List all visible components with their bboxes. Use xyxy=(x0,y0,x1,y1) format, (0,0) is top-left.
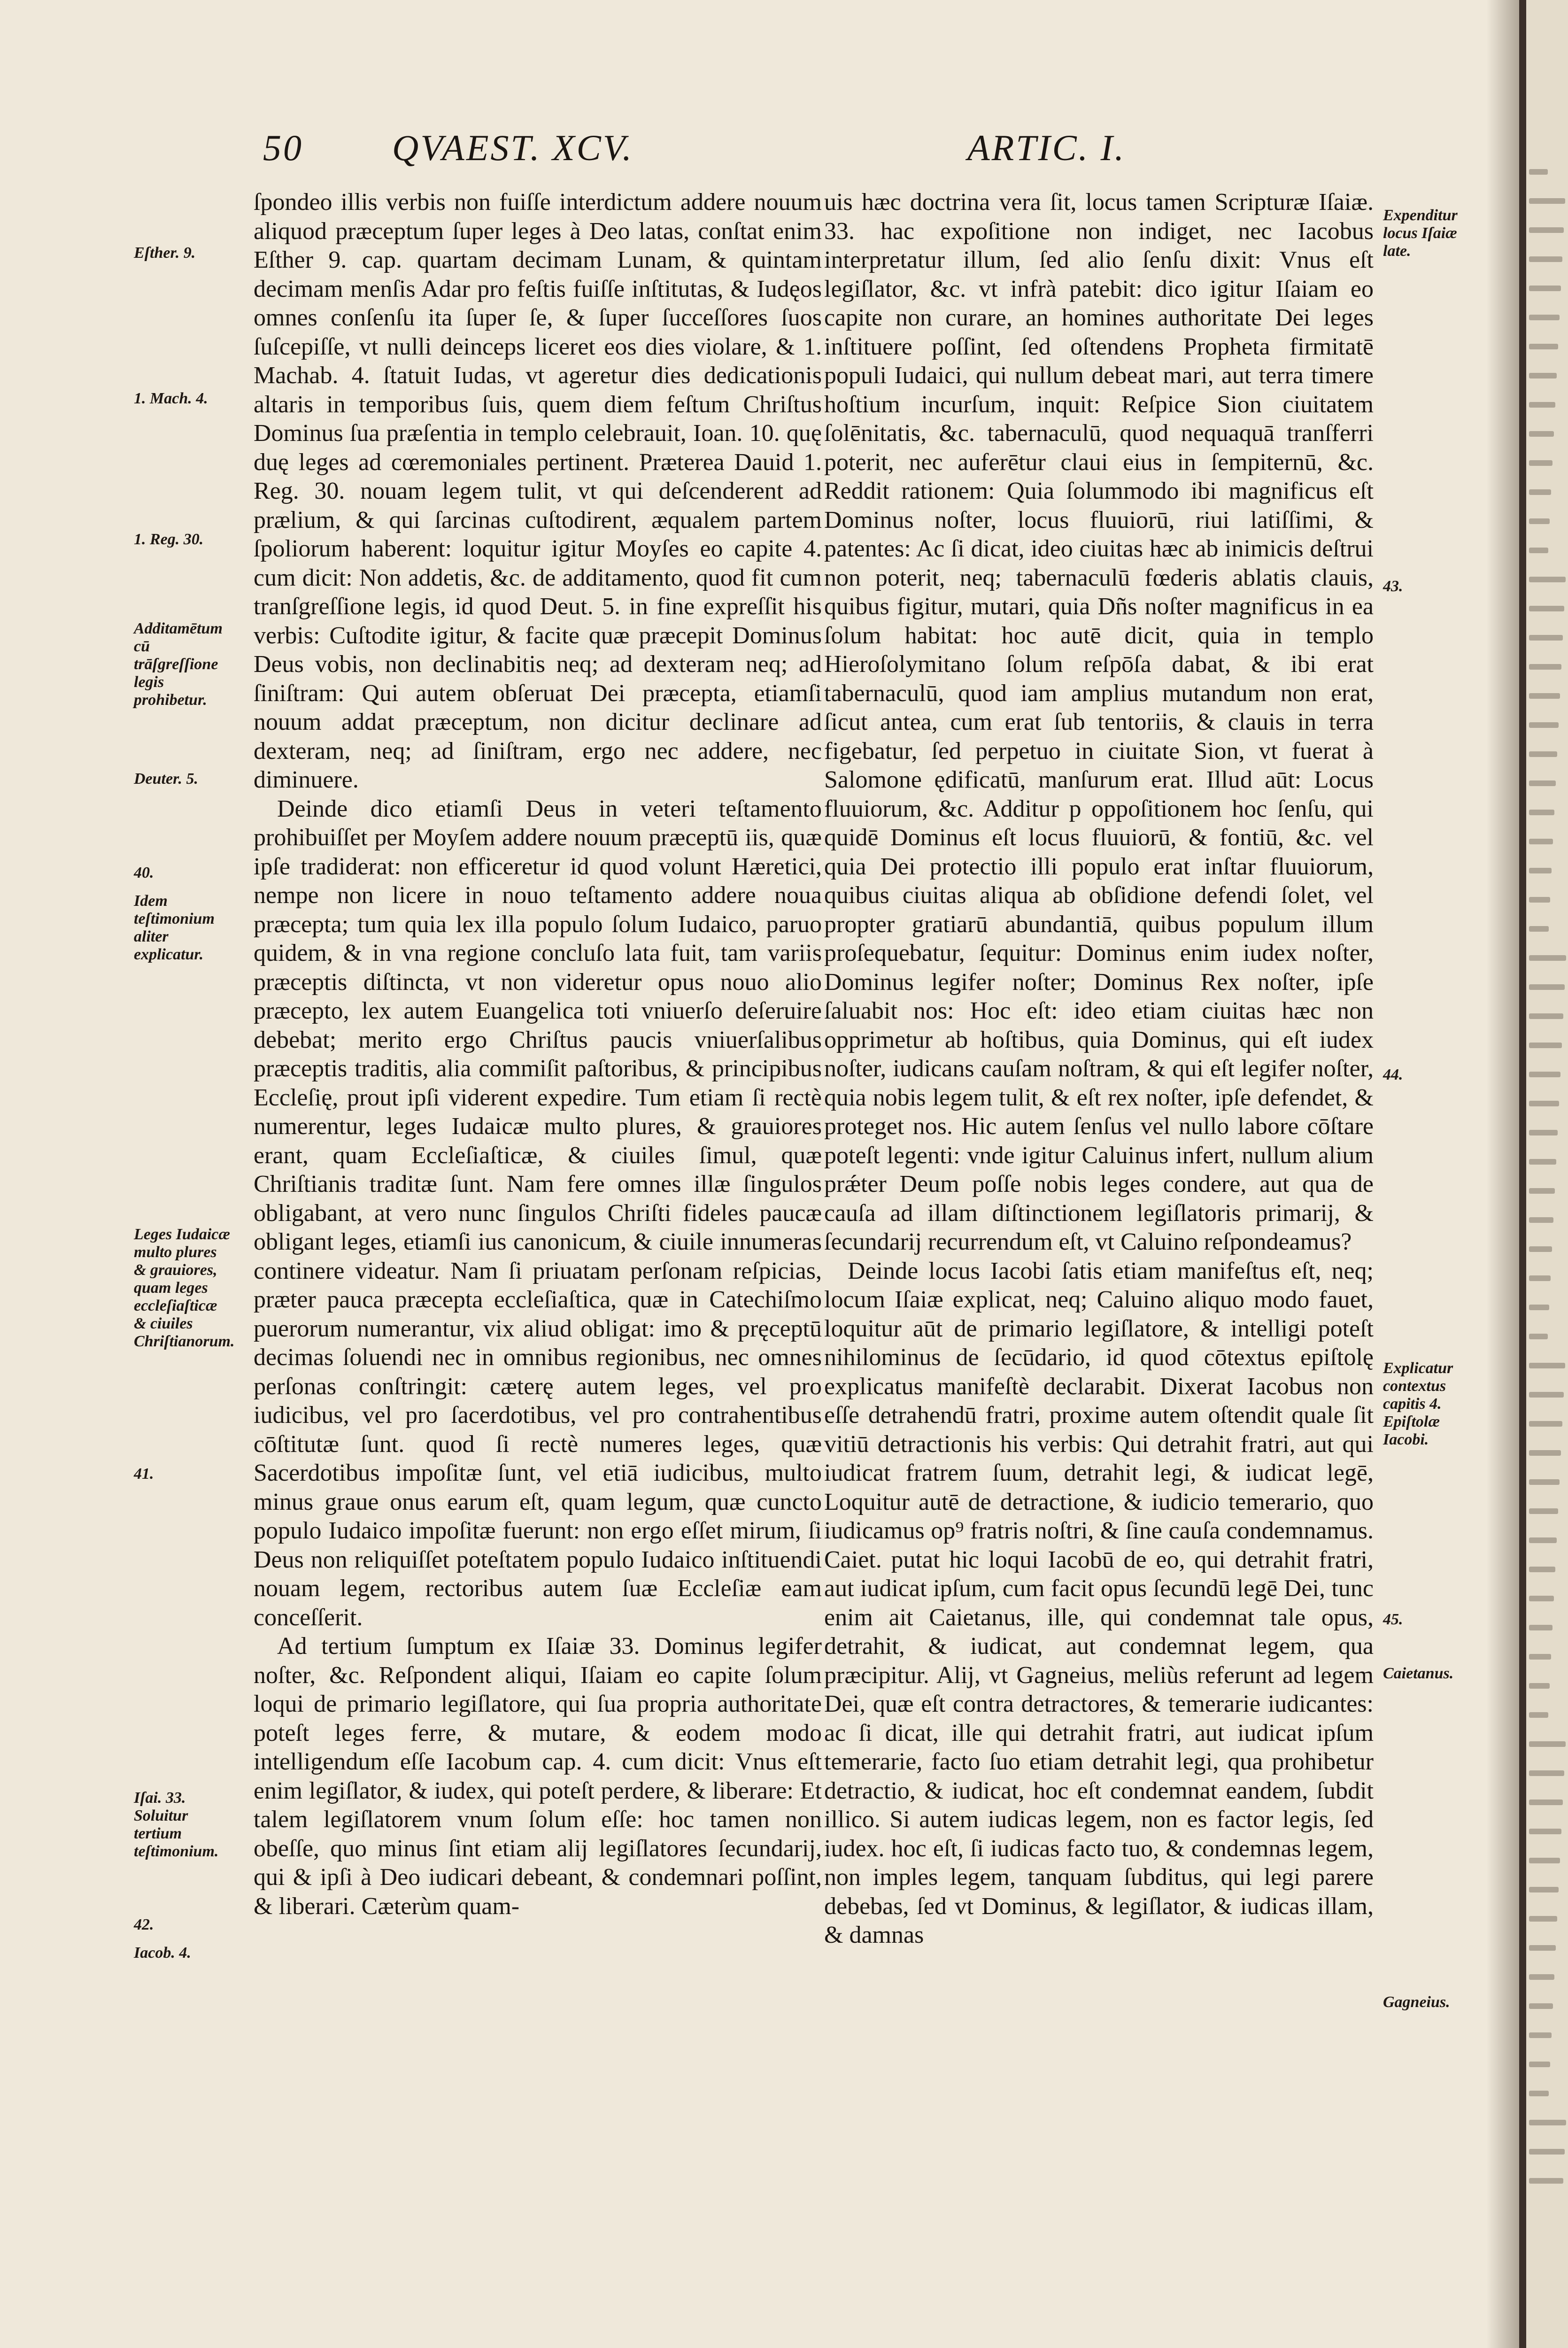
facing-page-text-line xyxy=(1529,1829,1561,1834)
margin-note-number-44: 44. xyxy=(1383,1066,1403,1083)
facing-page-text-line xyxy=(1529,1421,1562,1427)
facing-page-text-line xyxy=(1529,1275,1551,1281)
facing-page-text-line xyxy=(1529,1159,1556,1165)
margin-note-number-41: 41. xyxy=(134,1465,154,1483)
facing-page-text-line xyxy=(1529,198,1565,204)
margin-note-iacob: Iacob. 4. xyxy=(134,1944,191,1962)
facing-page-text-line xyxy=(1529,1217,1553,1223)
running-title: QVAEST. XCV. xyxy=(392,127,633,168)
facing-page-text-line xyxy=(1529,1858,1560,1863)
facing-page-text-line xyxy=(1529,1683,1550,1689)
margin-note-gagneius: Gagneius. xyxy=(1383,1993,1450,2011)
facing-page-text-line xyxy=(1529,2062,1550,2067)
facing-page-text-line xyxy=(1529,1508,1558,1514)
facing-page-text-line xyxy=(1529,2091,1549,2096)
facing-page-text-line xyxy=(1529,1450,1561,1456)
right-paragraph-2: Deinde locus Iacobi ſatis etiam manifeſtus eſt, neq; locum Iſaiæ explicat, neq; Caluino aliquo modo fauet, loquitur aūt de primario legiſlatore, & intelligi poteſt nihilominus de ſecūdario, id quod cōtextus epiſtolę explicatus manifeſtè declarabit. Dixerat Iacobus non eſſe detrahendū fratri, proxime autem oſtendit quale ſit vitiū detractionis his verbis: Qui detrahit fratri, aut qui iudicat fratrem ſuum, detrahit legi, & iudicat legē, Loquitur autē de detractione, & iudicio temerario, quo iudicamus op⁹ fratris noſtri, & ſine cauſa condemnamus. Caiet. putat hic loqui Iacobū de eo, qui detrahit fratri, aut iudicat ipſum, cum facit opus ſecundū legē Dei, tunc enim ait Caietanus, ille, qui condemnat tale opus, detrahit, & iudicat, aut condemnat legem, qua præcipitur. Alij, vt Gagneius, meliùs referunt ad legem Dei, quæ eſt contra detractores, & temerarie iudicantes: ac ſi dicat, ille qui detrahit fratri, aut iudicat ipſum temerarie, facto ſuo etiam detrahit legi, qua prohibetur detractio, & iudicat, hoc eſt condemnat eandem, ſubdit illico. Si autem iudicas legem, non es factor legis, ſed iudex. hoc eſt, ſi iudicas facto tuo, & condemnas legem, non imples legem, tanquam ſubditus, qui legi parere debebas, ſed vt Dominus, & legiſlator, & iudicas illam, & damnas xyxy=(824,1257,1374,1948)
facing-page-text-line xyxy=(1529,1101,1559,1106)
facing-page-text-line xyxy=(1529,315,1560,320)
facing-page-text-line xyxy=(1529,286,1561,291)
facing-page-text-line xyxy=(1529,1479,1560,1485)
facing-page-text-line xyxy=(1529,1363,1565,1368)
facing-page-text-line xyxy=(1529,722,1559,728)
margin-note-esther: Eſther. 9. xyxy=(134,244,196,262)
margin-note-explicatur: Explicatur contextus capitis 4. Epiſtolæ Iacobi. xyxy=(1383,1359,1453,1448)
facing-page-text-line xyxy=(1529,984,1565,990)
facing-page-text-line xyxy=(1529,402,1555,408)
facing-page-text-line xyxy=(1529,1654,1551,1660)
facing-page-text-line xyxy=(1529,1770,1564,1776)
gutter-shadow xyxy=(1486,0,1519,2348)
facing-page-text-line xyxy=(1529,955,1566,961)
left-paragraph-1: ſpondeo illis verbis non fuiſſe interdictum addere nouum aliquod præceptum ſuper leges à Deo latas, conſtat enim Eſther 9. cap. quartam decimam Lunam, & quintam decimam menſis Adar pro feſtis fuiſſe inſtitutas, & Iudęos omnes conſenſu ita ſuper ſe, & ſuper ſucceſſores ſuos ſuſcepiſſe, vt nulli deinceps liceret eos dies violare, & 1. Machab. 4. ſtatuit Iudas, vt ageretur dies dedicationis altaris in temporibus ſuis, quem diem feſtum Chriſtus Dominus ſua præſentia in templo celebrauit, Ioan. 10. quę duę leges ad cœremoniales pertinent. Præterea Dauid 1. Reg. 30. nouam legem tulit, vt qui deſcenderent ad prælium, & qui ſarcinas cuſtodirent, æqualem partem ſpoliorum haberent: loquitur igitur Moyſes eo capite 4. cum dicit: Non addetis, &c. de additamento, quod fit cum tranſgreſſione legis, id quod Deut. 5. in fine expreſſit his verbis: Cuſtodite igitur, & facite quæ præcepit Dominus Deus vobis, non declinabitis neq; ad dexteram neq; ad ſiniſtram: Qui autem obſeruat Dei præcepta, etiamſi nouum addat præceptum, non dicitur declinare ad dexteram, neq; ad ſiniſtram, ergo nec addere, nec diminuere. xyxy=(254,189,822,793)
facing-page-text-line xyxy=(1529,897,1550,903)
right-column xyxy=(824,188,1374,1950)
facing-page-text-line xyxy=(1529,1043,1562,1048)
left-paragraph-3: Ad tertium ſumptum ex Iſaiæ 33. Dominus legifer noſter, &c. Reſpondent aliqui, Iſaiam eo capite ſolum loqui de primario legiſlatore, qui ſua propria authoritate poteſt leges ferre, & mutare, & eodem modo intelligendum eſſe Iacobum cap. 4. cum dicit: Vnus eſt enim legiſlator, & iudex, qui poteſt perdere, & liberare: Et talem legiſlatorem vnum ſolum eſſe: hoc tamen non obeſſe, quo minus ſint etiam alij legiſlatores ſecundarij, qui & ipſi à Deo iudicari debeant, & condemnari poſſint, & liberari. Cæterùm quam- xyxy=(254,1633,822,1920)
facing-page-text-line xyxy=(1529,839,1553,844)
margin-note-machab: 1. Mach. 4. xyxy=(134,390,208,407)
facing-page-text-line xyxy=(1529,1072,1560,1077)
margin-note-leges-iudaicae: Leges Iudaicæ multo plures & grauiores, quam leges eccleſiaſticæ & ciuiles Chriſtianorum. xyxy=(134,1226,235,1350)
right-paragraph-1: uis hæc doctrina vera ſit, locus tamen Scripturæ Iſaiæ. 33. hac expoſitione non indiget, nec Iacobus interpretatur illum, ſed alio ſenſu dixit: Vnus eſt legiſlator, &c. vt infrà patebit: dico igitur Iſaiam eo capite non curare, an homines authoritate Dei leges inſtituere poſſint, ſed oſtendens Propheta firmitatē populi Iudaici, qui nullum debeat mari, aut terra timere hoſtium incurſum, inquit: Reſpice Sion ciuitatem ſolēnitatis, &c. tabernaculū, quod nequaquā tranſferri poterit, nec auferētur claui eius in ſempiternū, &c. Reddit rationem: Quia ſolummodo ibi magnificus eſt Dominus noſter, locus fluuiorū, riui latiſſimi, & patentes: Ac ſi dicat, ideo ciuitas hæc ab inimicis deſtrui non poterit, neq; tabernaculū fœderis ablatis clauis, quibus figitur, mutari, quia Dñs noſter magnificus in ea ſolum habitat: hoc autē dicit, quia in templo Hieroſolymitano ſolum reſpōſa dabat, & ibi erat tabernaculū, quod iam amplius mutandum non erat, ſicut antea, cum erat ſub tentoriis, & clauis in terra figebatur, ſed perpetuo in ciuitate Sion, vt fuerat à Salomone ędificatū, manſurum erat. Illud aūt: Locus fluuiorum, &c. Additur p oppoſitionem hoc ſenſu, qui quidē Dominus eſt locus fluuiorū, & fontiū, &c. vel quia Dei protectio illi populo erat inſtar fluuiorum, quibus ciuitas aliqua ab obſidione defendi ſolet, vel propter gratiarū abundantiā, quibus populum illum proſequebatur, ſequitur: Dominus enim iudex noſter, Dominus legifer noſter; Dominus Rex noſter, ipſe ſaluabit nos: Hoc eſt: ideo etiam ciuitas hæc non opprimetur ab hoſtibus, quia Dominus, qui eſt iudex noſter, iudicans cauſam noſtram, & qui eſt legifer noſter, quia nobis legem tulit, & eſt rex noſter, ipſe defendet, & proteget nos. Hic autem ſenſus vel nullo labore cōſtare poteſt legenti: vnde igitur Caluinus infert, nullum alium prǽter Deum poſſe nobis leges condere, aut qua de cauſa ad illam diſtinctionem legiſlatoris primarij, & ſecundarij recurrendum eſt, vt Caluino reſpondeamus? xyxy=(824,189,1374,1255)
facing-page-text-line xyxy=(1529,2003,1553,2009)
facing-page-text-line xyxy=(1529,548,1548,553)
facing-page-text-line xyxy=(1529,373,1557,378)
facing-page-text-line xyxy=(1529,868,1552,873)
facing-page-text-line xyxy=(1529,489,1551,495)
left-paragraph-2: Deinde dico etiamſi Deus in veteri teſtamento prohibuiſſet per Moyſem addere nouum præceptū iis, quæ ipſe tradiderat: non efficeretur id quod volunt Hæretici, nempe non licere in nouo teſtamento addere noua præcepta; tum quia lex illa populo ſolum Iudaico, paruo quidem, & in vna regione concluſo lata fuit, tam variis præceptis diſtincta, vt non videretur opus nouo alio præcepto, lex autem Euangelica toti vniuerſo deſeruire debebat; merito ergo Chriſtus paucis vniuerſalibus præceptis traditis, alia commiſit paſtoribus, & principibus Eccleſię, prout ipſi viderent expedire. Tum etiam ſi rectè numerentur, leges Iudaicæ multo plures, & grauiores erant, quam Eccleſiaſticæ, & ciuiles ſimul, quæ Chriſtianis traditæ ſunt. Nam fere omnes illæ ſingulos obligabant, at vero nunc ſingulos Chriſti fideles paucæ obligant leges, etiamſi ius canonicum, & ciuile innumeras continere videatur. Nam ſi priuatam perſonam reſpicias, præter pauca præcepta eccleſiaſtica, quæ in Catechiſmo puerorum numerantur, vix aliud obligat: imo & pręceptū decimas ſoluendi nec in omnibus regionibus, nec omnes perſonas conſtringit: cæterę autem leges, vel pro iudicibus, vel pro ſacerdotibus, vel pro contrahentibus cōſtitutæ ſunt. quod ſi rectè numeres leges, quæ Sacerdotibus impoſitæ ſunt, vel etiā iudicibus, multo minus graue onus earum eſt, quam legum, quæ cuncto populo Iudaico impoſitæ fuerunt: non ergo eſſet mirum, ſi Deus non reliquiſſet poteſtatem populo Iudaico inſtituendi nouam legem, rectoribus autem ſuæ Eccleſiæ eam conceſſerit. xyxy=(254,795,822,1631)
margin-note-number-42: 42. xyxy=(134,1916,154,1933)
facing-page-text-line xyxy=(1529,577,1566,582)
facing-page-text-line xyxy=(1529,518,1550,524)
facing-page-text-line xyxy=(1529,810,1554,815)
facing-page-text-line xyxy=(1529,2032,1552,2038)
facing-page-text-line xyxy=(1529,256,1562,262)
margin-note-number-45: 45. xyxy=(1383,1611,1403,1628)
margin-note-idem-testimonium: Idem teſtimonium aliter explicatur. xyxy=(134,892,215,963)
facing-page-text-line xyxy=(1529,431,1554,437)
facing-page-text-line xyxy=(1529,1334,1548,1339)
margin-note-caietanus: Caietanus. xyxy=(1383,1665,1454,1682)
facing-page-text-line xyxy=(1529,693,1560,699)
facing-page-text-line xyxy=(1529,169,1548,175)
margin-note-number-43: 43. xyxy=(1383,578,1403,595)
facing-page-text-line xyxy=(1529,635,1563,641)
facing-page-text-line xyxy=(1529,1712,1548,1718)
facing-page-text-line xyxy=(1529,1130,1558,1135)
facing-page-text-line xyxy=(1529,227,1564,233)
facing-page-text-line xyxy=(1529,606,1564,611)
facing-page-text-line xyxy=(1529,2178,1563,2184)
facing-page-text-line xyxy=(1529,460,1553,466)
margin-note-deuter: Deuter. 5. xyxy=(134,770,198,788)
facing-page-text-line xyxy=(1529,1916,1557,1922)
facing-page-text-line xyxy=(1529,344,1558,349)
facing-page-text-line xyxy=(1529,1887,1559,1892)
facing-page-edge xyxy=(1526,0,1568,2348)
facing-page-text-line xyxy=(1529,1305,1549,1310)
facing-page-text-line xyxy=(1529,1596,1554,1601)
facing-page-text-line xyxy=(1529,1741,1566,1747)
facing-page-text-line xyxy=(1529,1800,1563,1805)
facing-page-text-line xyxy=(1529,1567,1555,1572)
page-number: 50 xyxy=(263,127,303,168)
facing-page-text-line xyxy=(1529,1013,1563,1019)
facing-page-text-line xyxy=(1529,1188,1555,1194)
facing-page-text-line xyxy=(1529,1945,1556,1951)
facing-page-text-line xyxy=(1529,1537,1557,1543)
left-column xyxy=(254,188,822,1921)
facing-page-text-line xyxy=(1529,1625,1553,1630)
margin-note-isai: Iſai. 33. Soluitur tertium teſtimonium. xyxy=(134,1789,219,1860)
facing-page-text-line xyxy=(1529,751,1557,757)
facing-page-text-line xyxy=(1529,664,1561,670)
facing-page-text-line xyxy=(1529,2120,1566,2125)
facing-page-text-line xyxy=(1529,926,1549,932)
facing-page-text-line xyxy=(1529,2149,1565,2155)
facing-page-text-line xyxy=(1529,780,1556,786)
article-heading: ARTIC. I. xyxy=(967,127,1126,168)
margin-note-reg: 1. Reg. 30. xyxy=(134,531,204,548)
facing-page-text-line xyxy=(1529,1974,1554,1980)
facing-page-text-line xyxy=(1529,1392,1564,1398)
facing-page-text-line xyxy=(1529,1246,1552,1252)
margin-note-additamentum: Additamētum cū trāſgreſſione legis prohibetur. xyxy=(134,620,223,709)
margin-note-expenditur: Expenditur locus Iſaiæ late. xyxy=(1383,207,1458,260)
margin-note-number-40: 40. xyxy=(134,864,154,881)
